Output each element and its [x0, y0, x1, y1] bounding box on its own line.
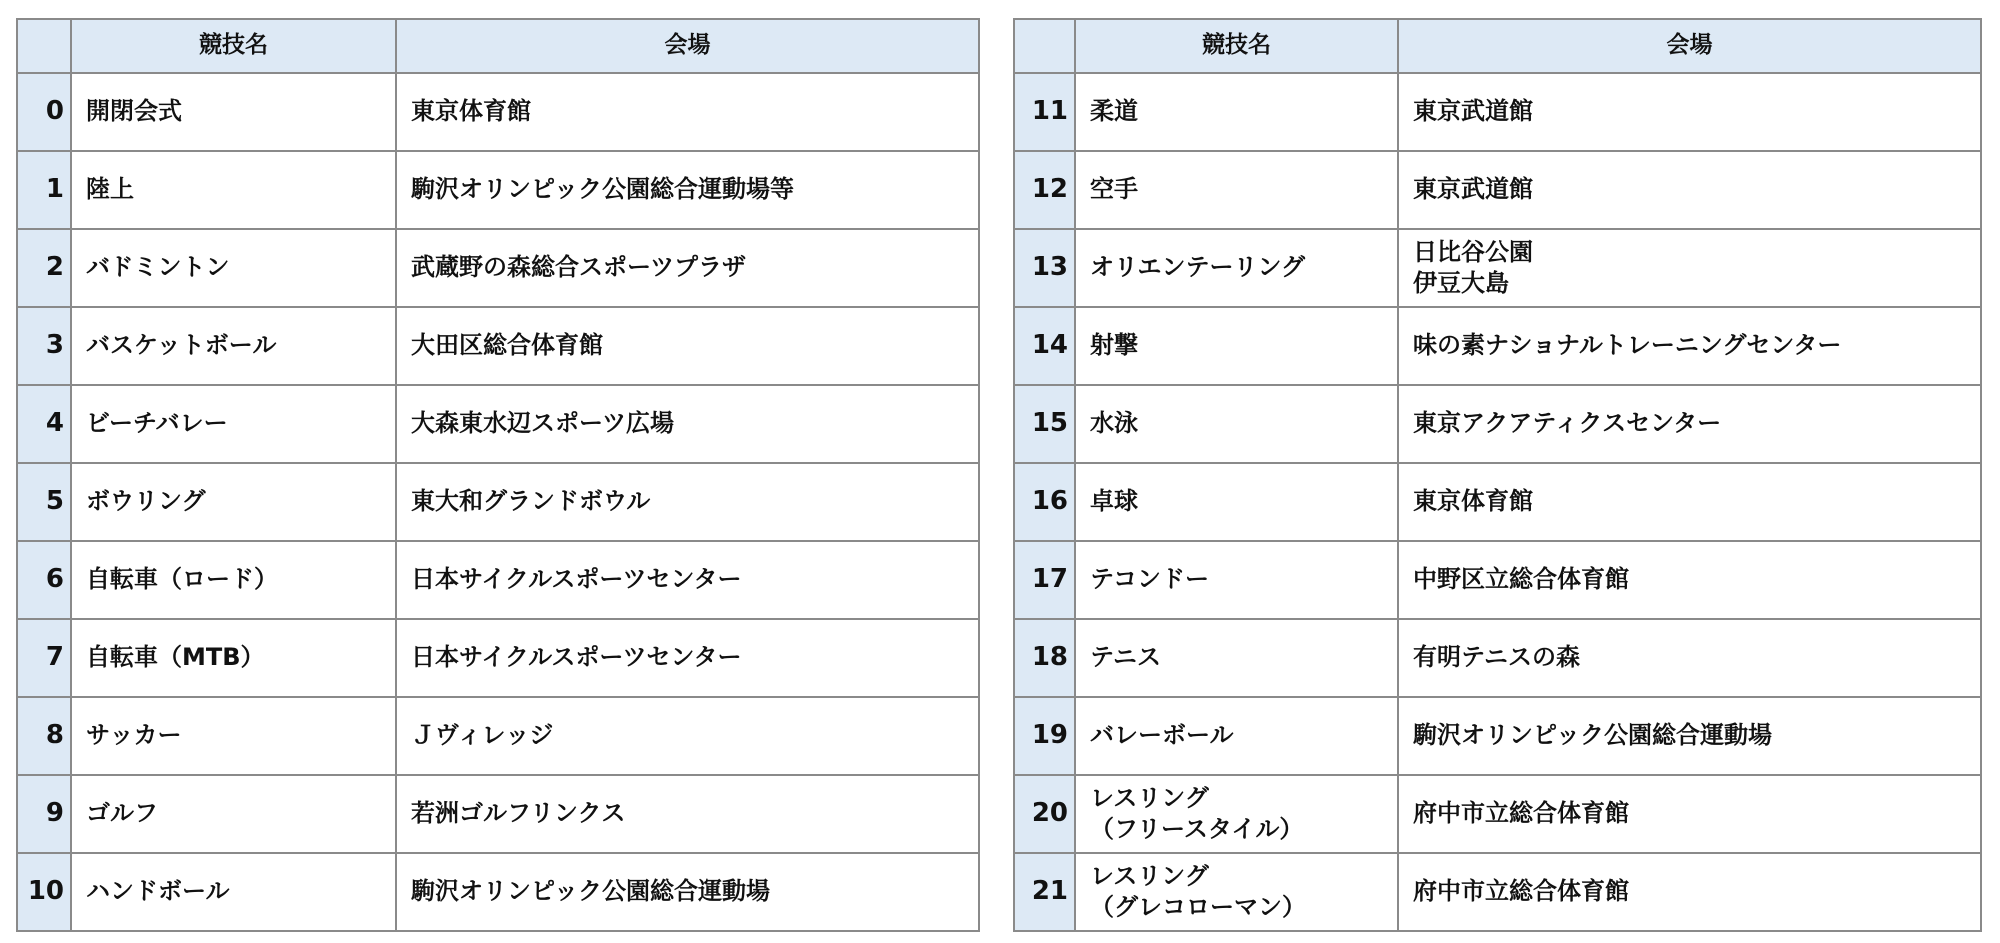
venue-name: 東京武道館 [1413, 97, 1533, 126]
table-row [1014, 697, 1981, 775]
table-row [17, 619, 979, 697]
venue-name-cell [1398, 307, 1981, 385]
venue-name: 東京体育館 [411, 97, 531, 126]
event-name-cell [1075, 541, 1398, 619]
event-name: バレーボール [1090, 721, 1234, 750]
venue-name: 日本サイクルスポーツセンター [411, 565, 742, 594]
event-name: 自転車（ロード） [86, 565, 278, 594]
event-name: サッカー [86, 721, 182, 750]
row-number: 19 [1014, 697, 1075, 775]
table-row [1014, 73, 1981, 151]
event-name: 陸上 [86, 175, 134, 204]
venue-name-cell [396, 151, 979, 229]
event-name-cell [1075, 385, 1398, 463]
venue-name: 日比谷公園 [1413, 237, 1533, 266]
event-name-cell [71, 463, 396, 541]
table-row [17, 73, 979, 151]
row-number: 3 [17, 307, 71, 385]
row-number: 15 [1014, 385, 1075, 463]
venue-name-cell [396, 619, 979, 697]
table-row [17, 151, 979, 229]
row-number: 9 [17, 775, 71, 853]
table-row [1014, 775, 1981, 853]
venue-name-cell [396, 775, 979, 853]
row-number: 1 [17, 151, 71, 229]
row-number: 20 [1014, 775, 1075, 853]
venue-name: 大田区総合体育館 [411, 331, 603, 360]
event-name-cell [71, 697, 396, 775]
event-name-cell [71, 619, 396, 697]
venue-name-cell [1398, 151, 1981, 229]
event-name: バドミントン [86, 253, 230, 282]
venue-name: 駒沢オリンピック公園総合運動場等 [411, 175, 795, 204]
venue-name: 府中市立総合体育館 [1413, 877, 1629, 906]
venue-name: 東京アクアティクスセンター [1413, 409, 1722, 438]
table-row [1014, 229, 1981, 307]
event-name-cell [71, 151, 396, 229]
venue-name-cell [1398, 385, 1981, 463]
table-row [1014, 541, 1981, 619]
row-number: 2 [17, 229, 71, 307]
venue-name-cell [396, 541, 979, 619]
event-name-cell [71, 229, 396, 307]
table-row [1014, 619, 1981, 697]
event-name-cell [71, 775, 396, 853]
venue-table-left [16, 18, 980, 932]
row-number: 17 [1014, 541, 1075, 619]
event-name: オリエンテーリング [1090, 253, 1306, 282]
venue-name-cell [396, 463, 979, 541]
row-number: 14 [1014, 307, 1075, 385]
venue-name-cell [396, 229, 979, 307]
event-name: 射撃 [1090, 331, 1138, 360]
row-number: 12 [1014, 151, 1075, 229]
header-venue: 会場 [396, 19, 979, 73]
venue-name: 東京武道館 [1413, 175, 1533, 204]
header-number [1014, 19, 1075, 73]
event-name: 卓球 [1090, 487, 1138, 516]
event-name: テニス [1090, 643, 1162, 672]
header-event: 競技名 [1075, 19, 1398, 73]
event-name: 水泳 [1090, 409, 1138, 438]
event-name: ハンドボール [86, 877, 230, 906]
event-name: 空手 [1090, 175, 1138, 204]
event-name-cell [1075, 697, 1398, 775]
row-number: 7 [17, 619, 71, 697]
event-name-cell [1075, 853, 1398, 931]
table-row [1014, 853, 1981, 931]
event-name-line2: （グレコローマン） [1090, 893, 1306, 921]
row-number: 13 [1014, 229, 1075, 307]
venue-name: 駒沢オリンピック公園総合運動場 [411, 877, 771, 906]
event-name: レスリング [1090, 861, 1209, 890]
event-name-line2: （フリースタイル） [1090, 815, 1304, 843]
venue-name-cell [396, 307, 979, 385]
table-row [1014, 385, 1981, 463]
venue-name: 駒沢オリンピック公園総合運動場 [1413, 721, 1773, 750]
table-row [17, 775, 979, 853]
venue-name-cell [1398, 229, 1981, 307]
row-number: 21 [1014, 853, 1075, 931]
event-name: 柔道 [1090, 97, 1138, 126]
table-row [1014, 151, 1981, 229]
venue-name-cell [1398, 775, 1981, 853]
event-name: 開閉会式 [86, 97, 182, 126]
event-name-cell [71, 541, 396, 619]
event-name: ビーチバレー [86, 409, 228, 438]
venue-name: 味の素ナショナルトレーニングセンター [1413, 331, 1842, 360]
table-header-row [17, 19, 979, 73]
table-row [1014, 307, 1981, 385]
venue-name: 日本サイクルスポーツセンター [411, 643, 742, 672]
table-row [1014, 463, 1981, 541]
header-number [17, 19, 71, 73]
venue-name-cell [396, 73, 979, 151]
venue-name-cell [1398, 619, 1981, 697]
row-number: 0 [17, 73, 71, 151]
venue-name: 東京体育館 [1413, 487, 1533, 516]
venue-name: Ｊヴィレッジ [411, 721, 554, 750]
venue-name-cell [396, 385, 979, 463]
event-name-cell [71, 307, 396, 385]
table-row [17, 541, 979, 619]
event-name: ボウリング [86, 487, 206, 516]
row-number: 6 [17, 541, 71, 619]
venue-name-cell [396, 697, 979, 775]
event-name: 自転車（MTB） [86, 643, 265, 672]
row-number: 4 [17, 385, 71, 463]
table-row [17, 307, 979, 385]
venue-name-cell [1398, 541, 1981, 619]
event-name-cell [1075, 307, 1398, 385]
table-row [17, 229, 979, 307]
event-name: ゴルフ [86, 799, 158, 828]
table-header-row [1014, 19, 1981, 73]
row-number: 11 [1014, 73, 1075, 151]
event-name-cell [1075, 73, 1398, 151]
venue-name-cell [1398, 853, 1981, 931]
table-row [17, 697, 979, 775]
venue-name-cell [396, 853, 979, 931]
event-name-cell [1075, 775, 1398, 853]
event-name-cell [71, 385, 396, 463]
venue-name-cell [1398, 697, 1981, 775]
row-number: 16 [1014, 463, 1075, 541]
venue-name-cell [1398, 73, 1981, 151]
venue-table-right [1013, 18, 1982, 932]
event-name-cell [1075, 151, 1398, 229]
header-venue: 会場 [1398, 19, 1981, 73]
venue-name: 大森東水辺スポーツ広場 [411, 409, 675, 438]
table-row [17, 853, 979, 931]
header-event: 競技名 [71, 19, 396, 73]
venue-name: 有明テニスの森 [1413, 643, 1581, 672]
venue-name-cell [1398, 463, 1981, 541]
event-name-cell [71, 73, 396, 151]
venue-name: 武蔵野の森総合スポーツプラザ [411, 253, 747, 282]
row-number: 18 [1014, 619, 1075, 697]
venue-name: 中野区立総合体育館 [1413, 565, 1629, 594]
row-number: 5 [17, 463, 71, 541]
event-name-cell [1075, 229, 1398, 307]
row-number: 8 [17, 697, 71, 775]
venue-name-line2: 伊豆大島 [1413, 269, 1509, 297]
venue-name: 府中市立総合体育館 [1413, 799, 1629, 828]
table-row [17, 463, 979, 541]
event-name: バスケットボール [86, 331, 277, 360]
venue-name: 東大和グランドボウル [411, 487, 651, 516]
event-name-cell [1075, 619, 1398, 697]
row-number: 10 [17, 853, 71, 931]
event-name-cell [1075, 463, 1398, 541]
event-name-cell [71, 853, 396, 931]
event-name: テコンドー [1090, 565, 1210, 594]
table-row [17, 385, 979, 463]
venue-name: 若洲ゴルフリンクス [411, 799, 626, 828]
event-name: レスリング [1090, 783, 1209, 812]
